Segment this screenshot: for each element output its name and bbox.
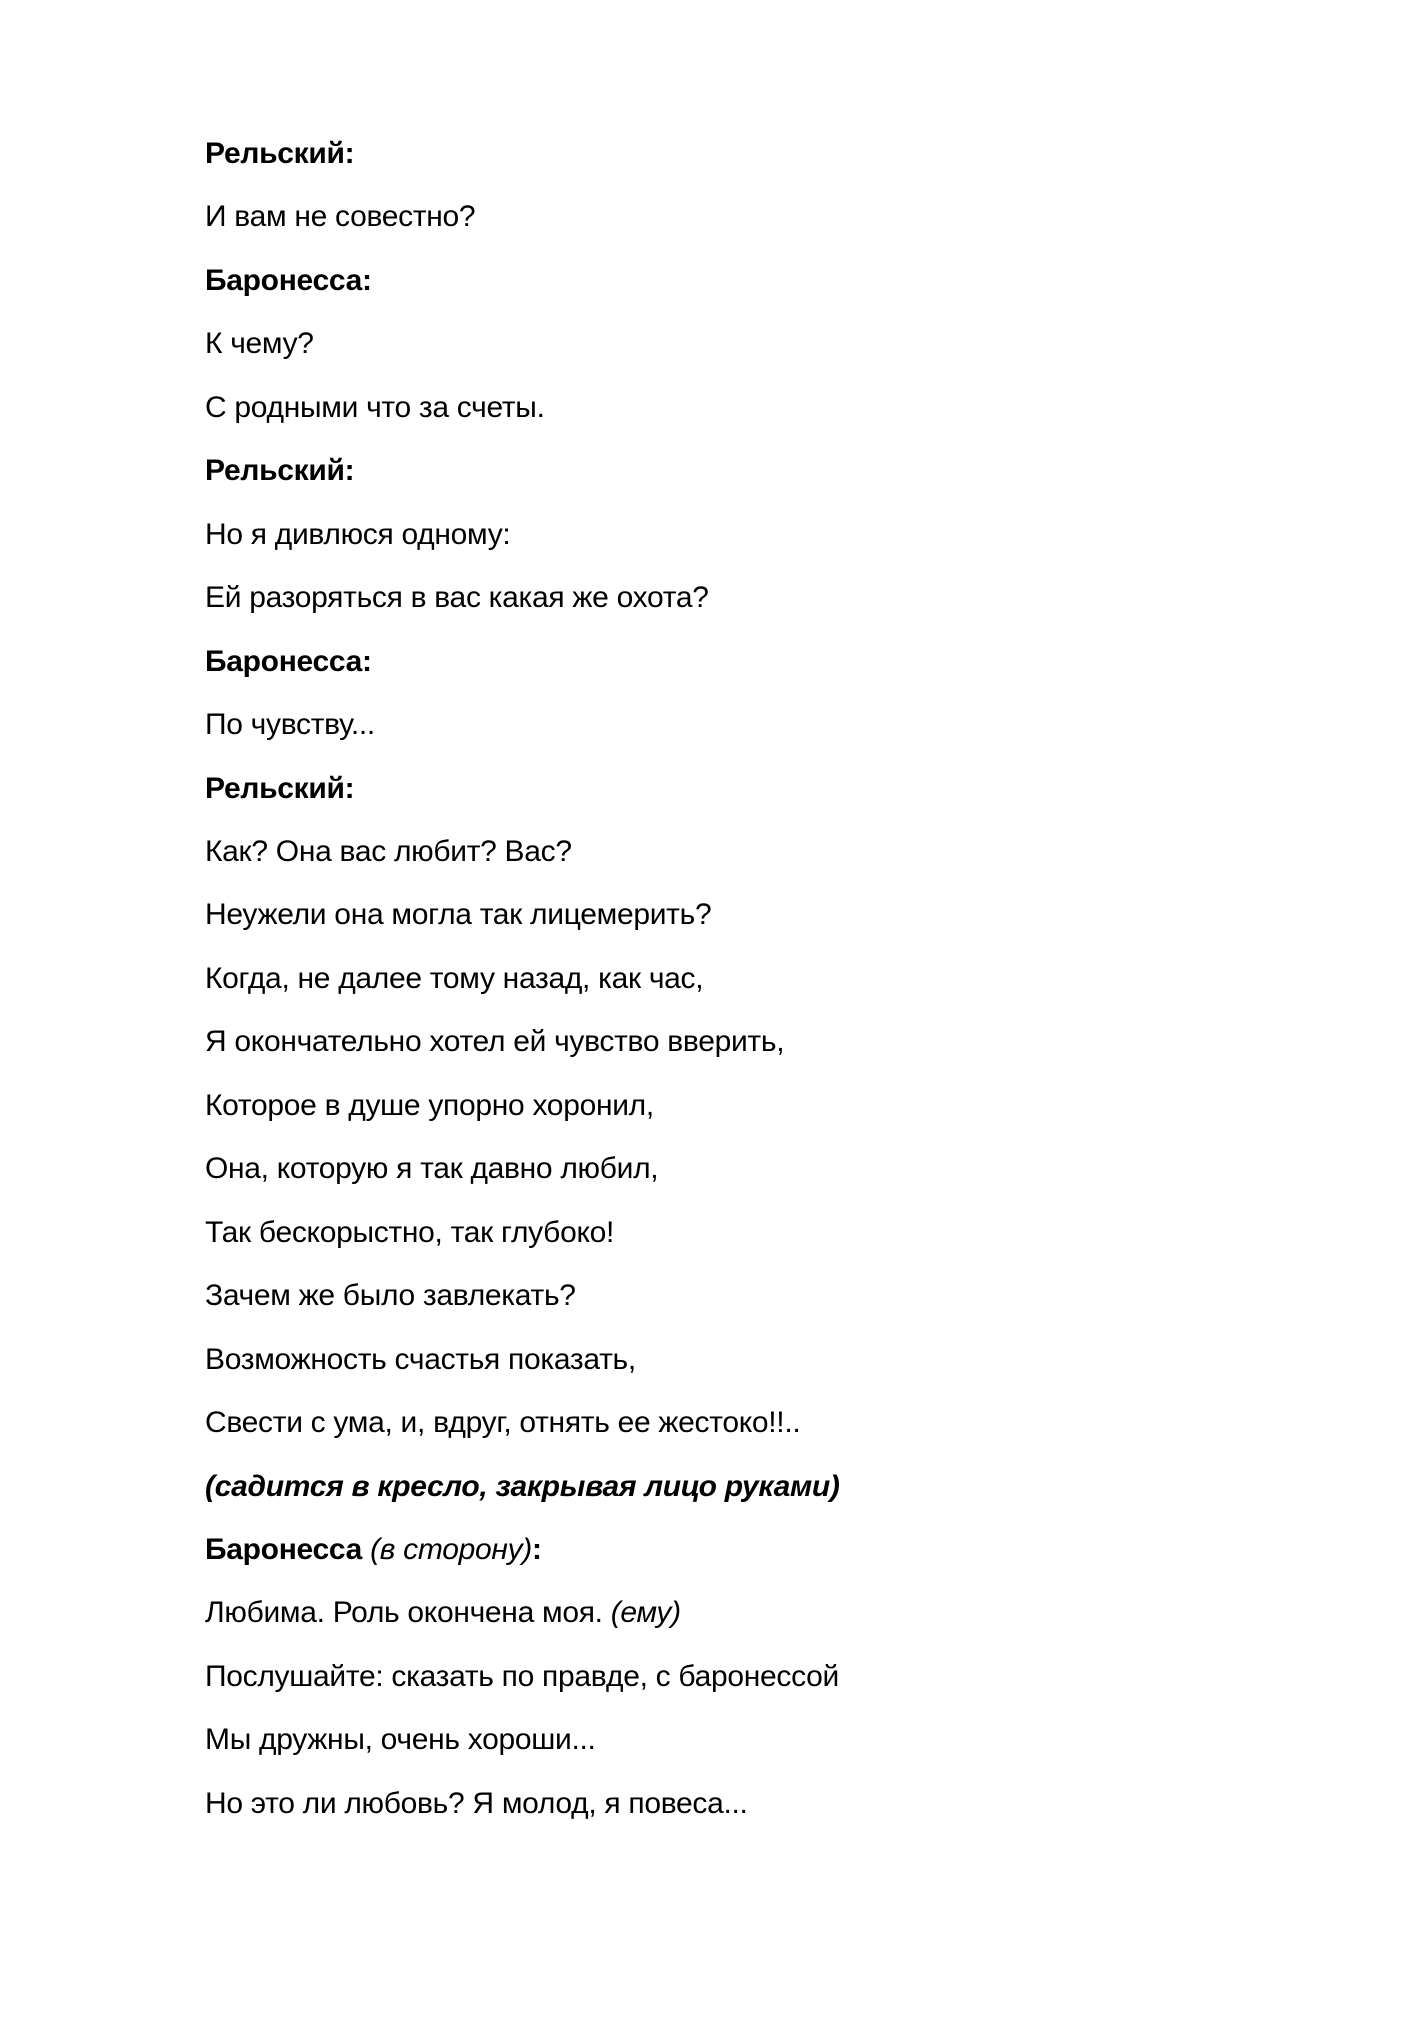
speaker-line: Баронесса: — [205, 263, 372, 297]
speaker-line: Рельский: — [205, 771, 355, 805]
dialogue-line: Которое в душе упорно хоронил, — [205, 1088, 654, 1122]
dialogue-line: Возможность счастья показать, — [205, 1342, 636, 1376]
dialogue-line: Я окончательно хотел ей чувство вверить, — [205, 1025, 785, 1059]
dialogue-line: Когда, не далее тому назад, как час, — [205, 961, 704, 995]
document-page — [205, 122, 1285, 1835]
dialogue-line: Свести с ума, и, вдруг, отнять ее жестоко!!.. — [205, 1406, 801, 1440]
dialogue-line: С родными что за счеты. — [205, 390, 545, 424]
aside-note: (в сторону) — [370, 1532, 532, 1566]
dialogue-line: Послушайте: сказать по правде, с баронессой — [205, 1659, 839, 1693]
dialogue-line: Так бескорыстно, так глубоко! — [205, 1215, 615, 1249]
dialogue-line: И вам не совестно? — [205, 200, 476, 234]
speaker-line: Рельский: — [205, 137, 355, 170]
speaker-line: Рельский: — [205, 454, 355, 488]
dialogue-line: Неужели она могла так лицемерить? — [205, 898, 712, 932]
aside-note: (ему) — [610, 1596, 681, 1630]
speaker-name: Баронесса — [205, 1532, 371, 1566]
dialogue-text: Любима. Роль окончена моя. — [205, 1596, 611, 1630]
speaker-line: Баронесса: — [205, 644, 372, 678]
dialogue-line: К чему? — [205, 327, 314, 361]
dialogue-line-with-aside — [205, 1581, 1285, 1644]
dialogue-line: По чувству... — [205, 708, 375, 742]
speaker-line-with-aside — [205, 1518, 1285, 1581]
dialogue-line: Ей разоряться в вас какая же охота? — [205, 581, 709, 615]
dialogue-line: Но я дивлюся одному: — [205, 517, 511, 551]
dialogue-line: Как? Она вас любит? Вас? — [205, 834, 572, 868]
dialogue-line: Мы дружны, очень хороши... — [205, 1723, 596, 1757]
dialogue-line: Зачем же было завлекать? — [205, 1279, 576, 1313]
speaker-colon: : — [531, 1532, 542, 1566]
dialogue-line: Она, которую я так давно любил, — [205, 1152, 659, 1186]
dialogue-line: Но это ли любовь? Я молод, я повеса... — [205, 1786, 748, 1820]
stage-direction-line: (садится в кресло, закрывая лицо руками) — [205, 1469, 840, 1503]
